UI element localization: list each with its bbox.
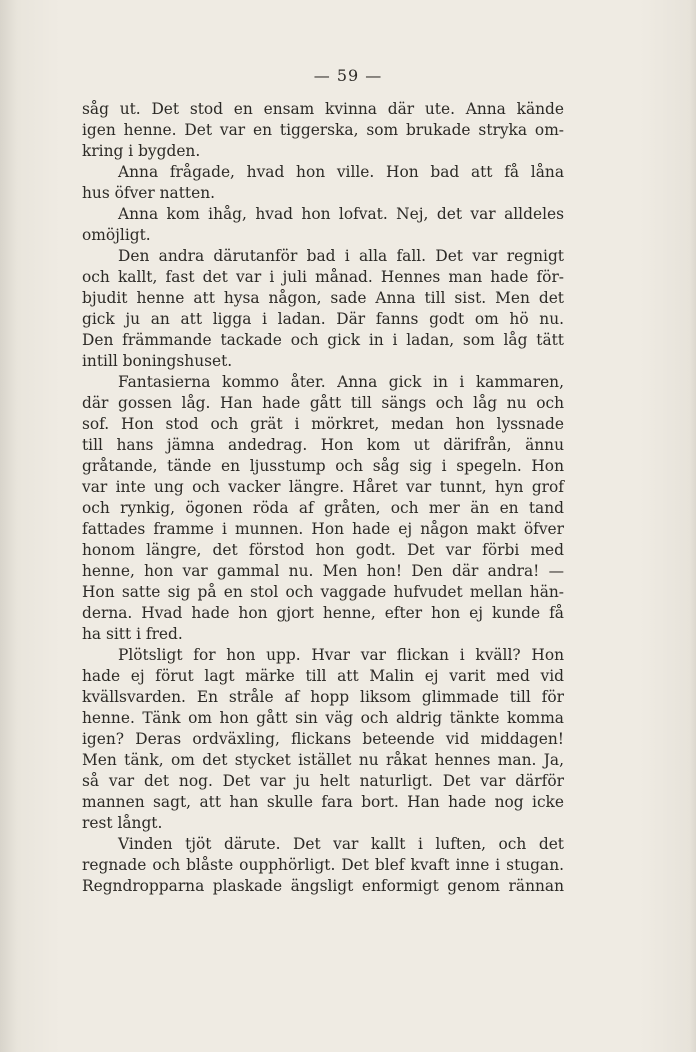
text-line: så var det nog. Det var ju helt naturligt. Det var därför (82, 772, 564, 790)
text-line: Men tänk, om det stycket istället nu råkat hennes man. Ja, (82, 751, 564, 769)
text-line: bjudit henne att hysa någon, sade Anna till sist. Men det (82, 289, 564, 307)
text-line: ha sitt i fred. (82, 625, 183, 643)
text-line: intill boningshuset. (82, 352, 233, 370)
text-line: Den andra därutanför bad i alla fall. Det var regnigt (118, 247, 564, 265)
body-text (82, 99, 564, 897)
text-line: hade ej förut lagt märke till att Malin ej varit med vid (82, 667, 564, 685)
text-line: Plötsligt for hon upp. Hvar var flickan i kväll? Hon (118, 646, 564, 664)
text-line: derna. Hvad hade hon gjort henne, efter hon ej kunde få (82, 604, 564, 622)
text-line: var inte ung och vacker längre. Håret var tunnt, hyn grof (82, 478, 564, 496)
text-line: regnade och blåste oupphörligt. Det blef kvaft inne i stugan. (82, 856, 564, 874)
text-line: Anna kom ihåg, hvad hon lofvat. Nej, det var alldeles (118, 205, 564, 223)
text-line: igen henne. Det var en tiggerska, som brukade stryka om- (82, 121, 564, 139)
text-line: hus öfver natten. (82, 184, 215, 202)
text-line: Anna frågade, hvad hon ville. Hon bad att få låna (118, 163, 564, 181)
text-line: igen? Deras ordväxling, flickans beteende vid middagen! (82, 730, 564, 748)
text-line: gick ju an att ligga i ladan. Där fanns godt om hö nu. (82, 310, 564, 328)
text-line: rest långt. (82, 814, 163, 832)
text-line: honom längre, det förstod hon godt. Det var förbi med (82, 541, 564, 559)
text-line: Vinden tjöt därute. Det var kallt i luften, och det (118, 835, 564, 853)
text-line: kvällsvarden. En stråle af hopp liksom glimmade till för (82, 688, 564, 706)
text-line: omöjligt. (82, 226, 151, 244)
text-line: Regndropparna plaskade ängsligt enformigt genom rännan (82, 877, 564, 895)
text-line: såg ut. Det stod en ensam kvinna där ute. Anna kände (82, 100, 564, 118)
text-line: fattades framme i munnen. Hon hade ej någon makt öfver (82, 520, 564, 538)
text-line: henne, hon var gammal nu. Men hon! Den där andra! — (82, 562, 564, 580)
page-number: — 59 — (313, 66, 383, 85)
text-line: Fantasierna kommo åter. Anna gick in i kammaren, (118, 373, 564, 391)
text-line: mannen sagt, att han skulle fara bort. Han hade nog icke (82, 793, 564, 811)
text-line: där gossen låg. Han hade gått till sängs och låg nu och (82, 394, 564, 412)
text-line: sof. Hon stod och grät i mörkret, medan hon lyssnade (82, 415, 564, 433)
text-line: henne. Tänk om hon gått sin väg och aldrig tänkte komma (82, 709, 564, 727)
text-line: och kallt, fast det var i juli månad. Hennes man hade för- (82, 268, 564, 286)
text-line: och rynkig, ögonen röda af gråten, och mer än en tand (82, 499, 564, 517)
text-line: Hon satte sig på en stol och vaggade hufvudet mellan hän- (82, 583, 564, 601)
text-line: gråtande, tände en ljusstump och såg sig i spegeln. Hon (82, 457, 564, 475)
text-line: Den främmande tackade och gick in i ladan, som låg tätt (82, 331, 564, 349)
text-line: kring i bygden. (82, 142, 201, 160)
text-line: till hans jämna andedrag. Hon kom ut därifrån, ännu (82, 436, 564, 454)
